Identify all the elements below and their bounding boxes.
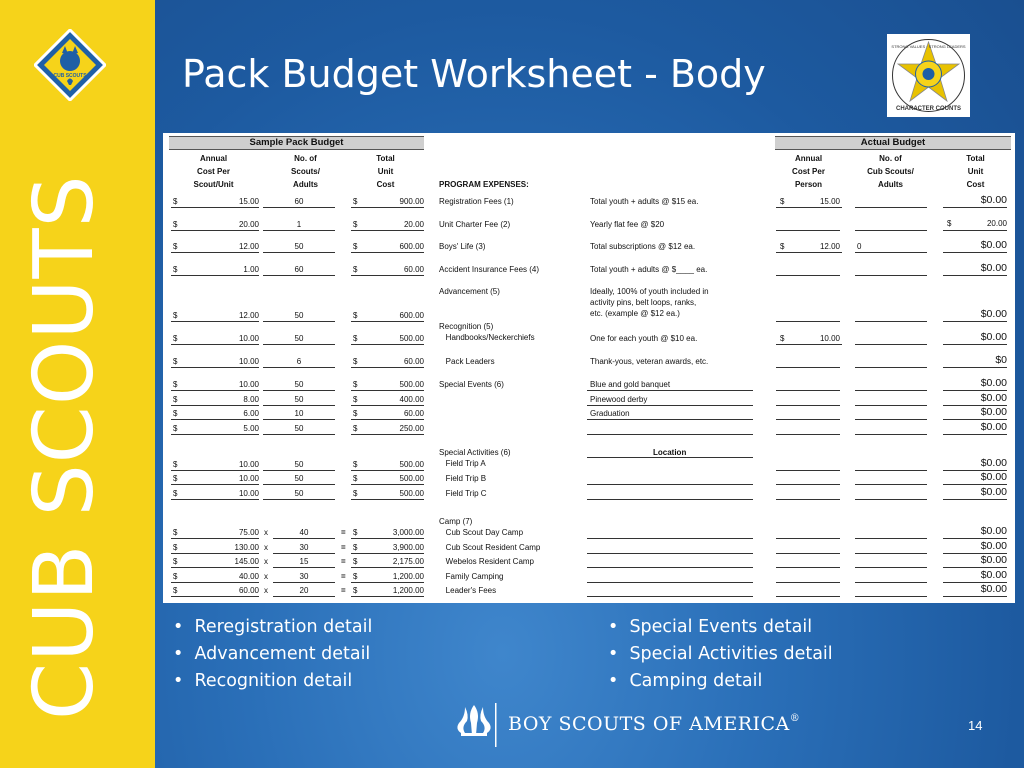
sample-cost-cell: 130.00 $ <box>173 543 259 552</box>
dollar-sign: $ <box>353 265 358 274</box>
dollar-sign: $ <box>780 242 785 251</box>
description-line <box>587 390 753 391</box>
sample-total-cell: 3,900.00 $ <box>353 543 424 552</box>
sample-count-cell: 50 <box>263 379 335 391</box>
actual-total-cell: $0.00 <box>943 194 1007 208</box>
actual-count-cell <box>855 333 927 345</box>
actual-cost-cell <box>776 571 840 583</box>
dollar-sign: $ <box>173 474 178 483</box>
bullet-text: Special Events detail <box>629 617 813 637</box>
badge-ring-text: STRONG VALUES · STRONG LEADERS <box>891 44 966 49</box>
actual-total-cell: $0.00 <box>943 486 1007 500</box>
sample-total-cell: 500.00 $ <box>353 460 424 469</box>
actual-cost-cell: 15.00 $ <box>776 196 842 208</box>
actual-count-cell <box>855 394 927 406</box>
actual-count-cell <box>855 459 927 471</box>
dollar-sign: $ <box>173 586 178 595</box>
expense-label: Field Trip C <box>439 489 487 498</box>
sample-count-cell: 20 <box>273 585 335 597</box>
sample-total-cell: 500.00 $ <box>353 380 424 389</box>
actual-count-cell <box>855 488 927 500</box>
expense-label: Pack Leaders <box>439 357 495 366</box>
page-title: Pack Budget Worksheet - Body <box>182 52 766 96</box>
actual-count-cell <box>855 473 927 485</box>
dollar-sign: $ <box>173 334 178 343</box>
actual-cost-cell <box>776 219 840 231</box>
sample-count-cell: 15 <box>273 556 335 568</box>
sample-cost-cell: 10.00 $ <box>173 489 259 498</box>
expense-description: Ideally, 100% of youth included in activity pins, belt loops, ranks, etc. (example @ $12 ea.) <box>590 287 709 318</box>
expense-label: Field Trip B <box>439 474 487 483</box>
actual-total-cell: $0.00 <box>943 457 1007 471</box>
dollar-sign: $ <box>173 557 178 566</box>
dollar-sign: $ <box>353 528 358 537</box>
dollar-sign: $ <box>353 489 358 498</box>
sample-col-total: Total Unit Cost <box>376 154 395 189</box>
expense-label: Recognition (5) Handbooks/Neckerchiefs <box>439 322 535 342</box>
cub-scouts-logo <box>34 29 106 101</box>
sample-cost-cell: 10.00 $ <box>173 380 259 389</box>
actual-cost-cell <box>776 473 840 485</box>
bullet-list-left <box>173 614 372 695</box>
description-line <box>587 419 753 420</box>
bullet-text: Reregistration detail <box>194 617 373 637</box>
description-line <box>587 596 753 597</box>
sample-total-cell: 1,200.00 $ <box>353 572 424 581</box>
bsa-org-name: BOY SCOUTS OF AMERICA <box>508 713 790 735</box>
sample-cost-cell: 145.00 $ <box>173 557 259 566</box>
actual-cost-cell <box>776 356 840 368</box>
actual-total-cell: 20.00 $ <box>943 217 1007 231</box>
sample-cost-cell: 40.00 $ <box>173 572 259 581</box>
actual-cost-cell <box>776 379 840 391</box>
expense-label: Camp (7) Cub Scout Day Camp <box>439 517 524 537</box>
actual-count-cell <box>855 379 927 391</box>
dollar-sign: $ <box>173 409 178 418</box>
expense-description: Graduation <box>590 409 630 418</box>
description-line <box>587 499 753 500</box>
actual-total-cell: $0.00 <box>943 421 1007 435</box>
bullet-item: • Recognition detail <box>173 671 353 691</box>
actual-count-cell <box>855 571 927 583</box>
expense-description: Yearly flat fee @ $20 <box>590 220 665 229</box>
actual-cost-cell: 10.00 $ <box>776 333 842 345</box>
sample-cost-cell: 60.00 $ <box>173 586 259 595</box>
description-line <box>587 457 753 458</box>
expense-label: Family Camping <box>439 572 504 581</box>
sample-count-cell: 60 <box>263 264 335 276</box>
actual-col-cost: Annual Cost Per Person <box>792 154 825 189</box>
dollar-sign: $ <box>173 265 178 274</box>
character-counts-badge <box>887 34 970 117</box>
bullet-item: • Special Events detail <box>608 617 813 637</box>
actual-col-total: Total Unit Cost <box>966 154 985 189</box>
sample-total-cell: 400.00 $ <box>353 395 424 404</box>
multiply-sign: x <box>264 572 268 581</box>
expense-description: Thank-yous, veteran awards, etc. <box>590 357 709 366</box>
description-line <box>587 538 753 539</box>
dollar-sign: $ <box>353 409 358 418</box>
dollar-sign: $ <box>173 242 178 251</box>
actual-col-count: No. of Cub Scouts/ Adults <box>867 154 914 189</box>
sample-count-cell: 30 <box>273 542 335 554</box>
actual-total-cell: $0.00 <box>943 554 1007 568</box>
expense-description: Total subscriptions @ $12 ea. <box>590 242 696 251</box>
description-line <box>587 405 753 406</box>
actual-count-cell: 0 <box>855 241 927 253</box>
sample-count-cell: 50 <box>263 473 335 485</box>
sample-total-cell: 20.00 $ <box>353 220 424 229</box>
dollar-sign: $ <box>353 380 358 389</box>
multiply-sign: x <box>264 528 268 537</box>
bullet-item: • Special Activities detail <box>608 644 833 664</box>
actual-cost-cell <box>776 542 840 554</box>
expense-label: Special Activities (6) Field Trip A <box>439 448 511 468</box>
actual-count-cell <box>855 408 927 420</box>
actual-total-cell: $0.00 <box>943 239 1007 253</box>
sample-total-cell: 600.00 $ <box>353 311 424 320</box>
dollar-sign: $ <box>173 572 178 581</box>
sample-total-cell: 1,200.00 $ <box>353 586 424 595</box>
expense-label: Advancement (5) <box>439 287 500 296</box>
sample-total-cell: 500.00 $ <box>353 334 424 343</box>
sample-budget-header: Sample Pack Budget <box>169 136 424 150</box>
description-line <box>587 567 753 568</box>
actual-count-cell <box>855 310 927 322</box>
actual-total-cell: $0.00 <box>943 406 1007 420</box>
sample-cost-cell: 20.00 $ <box>173 220 259 229</box>
actual-cost-cell <box>776 310 840 322</box>
bsa-fleur-de-lis-icon <box>449 703 499 747</box>
dollar-sign: $ <box>173 528 178 537</box>
sample-count-cell: 50 <box>263 488 335 500</box>
expense-description: Location <box>653 448 687 457</box>
dollar-sign: $ <box>353 311 358 320</box>
bsa-wordmark <box>508 713 800 735</box>
sample-count-cell: 50 <box>263 241 335 253</box>
actual-total-cell: $0.00 <box>943 583 1007 597</box>
actual-cost-cell <box>776 408 840 420</box>
sample-cost-cell: 8.00 $ <box>173 395 259 404</box>
actual-total-cell: $0 <box>943 354 1007 368</box>
dollar-sign: $ <box>353 474 358 483</box>
sample-cost-cell: 10.00 $ <box>173 334 259 343</box>
sample-count-cell: 30 <box>273 571 335 583</box>
actual-total-cell: $0.00 <box>943 471 1007 485</box>
actual-cost-cell: 12.00 $ <box>776 241 842 253</box>
actual-count-cell <box>855 542 927 554</box>
dollar-sign: $ <box>353 460 358 469</box>
sample-cost-cell: 10.00 $ <box>173 474 259 483</box>
actual-total-cell: $0.00 <box>943 569 1007 583</box>
expense-label: Cub Scout Resident Camp <box>439 543 541 552</box>
dollar-sign: $ <box>173 489 178 498</box>
expense-label: Leader's Fees <box>439 586 497 595</box>
actual-cost-cell <box>776 527 840 539</box>
expense-label: Registration Fees (1) <box>439 197 514 206</box>
actual-count-cell <box>855 585 927 597</box>
logo-text: CUB SCOUTS <box>53 73 87 79</box>
sample-total-cell: 900.00 $ <box>353 197 424 206</box>
sample-count-cell: 50 <box>263 423 335 435</box>
actual-total-cell: $0.00 <box>943 540 1007 554</box>
sample-count-cell: 10 <box>263 408 335 420</box>
dollar-sign: $ <box>947 219 952 228</box>
sample-total-cell: 250.00 $ <box>353 424 424 433</box>
dollar-sign: $ <box>173 311 178 320</box>
actual-cost-cell <box>776 585 840 597</box>
sample-cost-cell: 12.00 $ <box>173 242 259 251</box>
actual-cost-cell <box>776 394 840 406</box>
equals-sign: = <box>341 543 346 552</box>
bullet-text: Special Activities detail <box>629 644 833 664</box>
actual-cost-cell <box>776 423 840 435</box>
actual-count-cell <box>855 423 927 435</box>
actual-count-cell <box>855 556 927 568</box>
actual-total-cell: $0.00 <box>943 308 1007 322</box>
actual-total-cell: $0.00 <box>943 377 1007 391</box>
actual-cost-cell <box>776 488 840 500</box>
vertical-title: CUB SCOUTS <box>17 174 112 720</box>
dollar-sign: $ <box>780 197 785 206</box>
sample-total-cell: 60.00 $ <box>353 357 424 366</box>
bullet-item: • Advancement detail <box>173 644 371 664</box>
dollar-sign: $ <box>353 357 358 366</box>
sample-total-cell: 500.00 $ <box>353 474 424 483</box>
dollar-sign: $ <box>173 460 178 469</box>
sample-cost-cell: 15.00 $ <box>173 197 259 206</box>
sidebar <box>0 0 155 768</box>
sample-count-cell: 50 <box>263 459 335 471</box>
bullet-text: Advancement detail <box>194 644 371 664</box>
expense-description: Blue and gold banquet <box>590 380 671 389</box>
actual-total-cell: $0.00 <box>943 262 1007 276</box>
dollar-sign: $ <box>173 543 178 552</box>
bullet-item: • Camping detail <box>608 671 763 691</box>
actual-cost-cell <box>776 264 840 276</box>
sample-count-cell: 1 <box>263 219 335 231</box>
dollar-sign: $ <box>353 572 358 581</box>
dollar-sign: $ <box>173 380 178 389</box>
equals-sign: = <box>341 528 346 537</box>
expense-description: One for each youth @ $10 ea. <box>590 334 698 343</box>
budget-worksheet <box>163 133 1015 603</box>
multiply-sign: x <box>264 557 268 566</box>
multiply-sign: x <box>264 586 268 595</box>
dollar-sign: $ <box>173 357 178 366</box>
actual-count-cell <box>855 219 927 231</box>
dollar-sign: $ <box>353 220 358 229</box>
actual-budget-header: Actual Budget <box>775 136 1011 150</box>
sample-col-count: No. of Scouts/ Adults <box>291 154 320 189</box>
description-line <box>587 434 753 435</box>
sample-cost-cell: 5.00 $ <box>173 424 259 433</box>
dollar-sign: $ <box>173 395 178 404</box>
program-expenses-heading: PROGRAM EXPENSES: <box>439 180 529 189</box>
bullet-list-right <box>608 614 833 695</box>
equals-sign: = <box>341 557 346 566</box>
sample-cost-cell: 10.00 $ <box>173 460 259 469</box>
actual-total-cell: $0.00 <box>943 331 1007 345</box>
expense-description: Total youth + adults @ $____ ea. <box>590 265 708 274</box>
registered-mark: ® <box>789 713 801 724</box>
expense-description: Total youth + adults @ $15 ea. <box>590 197 699 206</box>
description-line <box>587 484 753 485</box>
sample-total-cell: 2,175.00 $ <box>353 557 424 566</box>
actual-cost-cell <box>776 459 840 471</box>
expense-label: Boys' Life (3) <box>439 242 486 251</box>
bullet-item: • Reregistration detail <box>173 617 373 637</box>
sample-count-cell: 50 <box>263 310 335 322</box>
actual-count-cell <box>855 356 927 368</box>
dollar-sign: $ <box>173 220 178 229</box>
sample-cost-cell: 6.00 $ <box>173 409 259 418</box>
actual-count-cell <box>855 264 927 276</box>
description-line <box>587 553 753 554</box>
sample-total-cell: 600.00 $ <box>353 242 424 251</box>
actual-total-cell: $0.00 <box>943 392 1007 406</box>
multiply-sign: x <box>264 543 268 552</box>
equals-sign: = <box>341 586 346 595</box>
actual-total-cell: $0.00 <box>943 525 1007 539</box>
dollar-sign: $ <box>353 197 358 206</box>
expense-label: Webelos Resident Camp <box>439 557 535 566</box>
dollar-sign: $ <box>353 543 358 552</box>
sample-cost-cell: 1.00 $ <box>173 265 259 274</box>
sample-col-cost: Annual Cost Per Scout/Unit <box>193 154 234 189</box>
expense-label: Accident Insurance Fees (4) <box>439 265 540 274</box>
dollar-sign: $ <box>353 242 358 251</box>
sample-count-cell: 6 <box>263 356 335 368</box>
bullet-text: Recognition detail <box>194 671 353 691</box>
dollar-sign: $ <box>353 395 358 404</box>
dollar-sign: $ <box>353 334 358 343</box>
bullet-text: Camping detail <box>629 671 763 691</box>
expense-label: Special Events (6) <box>439 380 504 389</box>
dollar-sign: $ <box>353 586 358 595</box>
sample-count-cell: 40 <box>273 527 335 539</box>
actual-count-cell <box>855 196 927 208</box>
actual-count-cell <box>855 527 927 539</box>
dollar-sign: $ <box>173 424 178 433</box>
actual-cost-cell <box>776 556 840 568</box>
expense-description: Pinewood derby <box>590 395 648 404</box>
sample-count-cell: 50 <box>263 333 335 345</box>
badge-bottom-text: CHARACTER COUNTS <box>896 106 961 112</box>
sample-count-cell: 50 <box>263 394 335 406</box>
sample-cost-cell: 12.00 $ <box>173 311 259 320</box>
sample-cost-cell: 75.00 $ <box>173 528 259 537</box>
sample-total-cell: 60.00 $ <box>353 409 424 418</box>
description-line <box>587 582 753 583</box>
sample-cost-cell: 10.00 $ <box>173 357 259 366</box>
page-number: 14 <box>968 718 983 733</box>
dollar-sign: $ <box>780 334 785 343</box>
expense-label: Unit Charter Fee (2) <box>439 220 511 229</box>
sample-total-cell: 3,000.00 $ <box>353 528 424 537</box>
sample-total-cell: 60.00 $ <box>353 265 424 274</box>
dollar-sign: $ <box>173 197 178 206</box>
sample-count-cell: 60 <box>263 196 335 208</box>
sample-total-cell: 500.00 $ <box>353 489 424 498</box>
dollar-sign: $ <box>353 424 358 433</box>
equals-sign: = <box>341 572 346 581</box>
dollar-sign: $ <box>353 557 358 566</box>
